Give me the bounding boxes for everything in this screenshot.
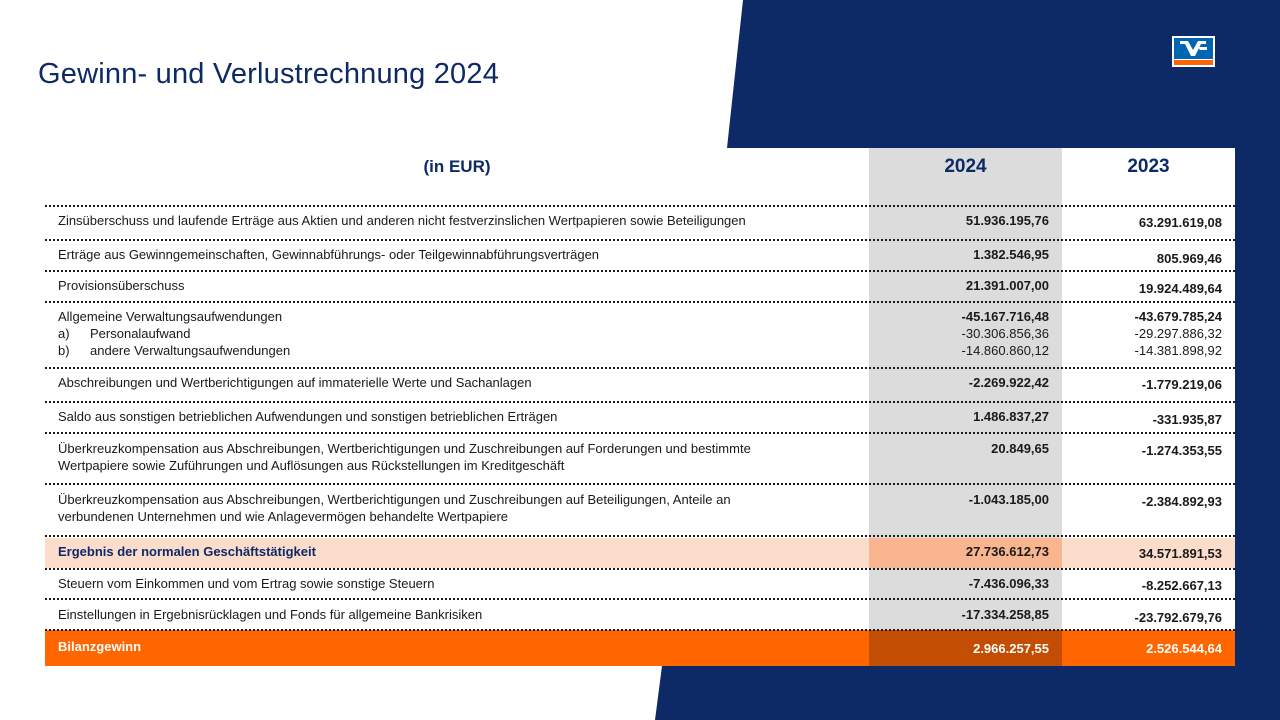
value-2024: -1.043.185,00	[968, 492, 1049, 507]
sub-row	[58, 325, 190, 342]
row-divider	[45, 535, 1235, 537]
value-2024: 20.849,65	[991, 441, 1049, 456]
row-divider	[45, 598, 1235, 600]
sub-value-2023: -14.381.898,92	[1134, 343, 1222, 358]
sub-value-2024: -30.306.856,36	[961, 326, 1049, 341]
sub-row	[58, 342, 290, 359]
value-2023: 805.969,46	[1156, 251, 1222, 266]
page-title: Gewinn- und Verlustrechnung 2024	[38, 58, 500, 90]
value-2024: -7.436.096,33	[968, 576, 1049, 591]
value-2024: -17.334.258,85	[961, 607, 1049, 622]
value-2024: 27.736.612,73	[965, 544, 1049, 559]
row-label: Provisionsüberschuss	[58, 278, 185, 293]
row-label-line-1: Überkreuzkompensation aus Abschreibungen, Wertberichtigungen und Zuschreibungen auf Forderungen und bestimmte	[58, 441, 751, 456]
sub-value-2024: -14.860.860,12	[961, 343, 1049, 358]
row-divider	[45, 270, 1235, 272]
header-year-2024: 2024	[944, 156, 987, 177]
row-label: Zinsüberschuss und laufende Erträge aus Aktien und anderen nicht festverzinslichen Wertpapieren sowie Beteiligungen	[58, 213, 746, 228]
row-label: Allgemeine Verwaltungsaufwendungen	[58, 309, 283, 324]
value-2024: 1.382.546,95	[973, 247, 1049, 262]
value-2023: -331.935,87	[1152, 412, 1222, 427]
value-2023: -43.679.785,24	[1134, 309, 1222, 324]
row-divider	[45, 239, 1235, 241]
row-divider	[45, 301, 1235, 303]
row-divider	[45, 568, 1235, 570]
row-label-line-1: Überkreuzkompensation aus Abschreibungen, Wertberichtigungen und Zuschreibungen auf Beteiligungen, Anteile an	[58, 492, 731, 507]
row-divider	[45, 401, 1235, 403]
value-2024: 1.486.837,27	[973, 409, 1049, 424]
sub-row-marker: a)	[58, 326, 70, 341]
row-label: Erträge aus Gewinngemeinschaften, Gewinnabführungs- oder Teilgewinnabführungsverträgen	[58, 247, 600, 262]
row-divider	[45, 629, 1235, 631]
value-2024: -2.269.922,42	[968, 375, 1049, 390]
value-2023: 2.526.544,64	[1146, 641, 1222, 656]
sub-row-label: andere Verwaltungsaufwendungen	[90, 343, 291, 358]
value-2023: 19.924.489,64	[1138, 281, 1222, 296]
value-2024: 2.966.257,55	[973, 641, 1049, 656]
value-2023: -8.252.667,13	[1141, 578, 1222, 593]
row-label-line-2: Wertpapiere sowie Zuführungen und Auflösungen aus Rückstellungen im Kreditgeschäft	[58, 458, 565, 473]
value-2023: 63.291.619,08	[1138, 215, 1222, 230]
value-2023: -1.779.219,06	[1141, 377, 1222, 392]
sub-row-marker: b)	[58, 343, 70, 358]
income-statement-table	[45, 148, 1235, 666]
row-label-line-2: verbundenen Unternehmen und wie Anlagevermögen behandelte Wertpapiere	[58, 509, 509, 524]
row-divider	[45, 483, 1235, 485]
row-divider	[45, 432, 1235, 434]
row-label: Ergebnis der normalen Geschäftstätigkeit	[58, 544, 316, 559]
value-2023: 34.571.891,53	[1138, 546, 1222, 561]
row-label: Steuern vom Einkommen und vom Ertrag sowie sonstige Steuern	[58, 576, 435, 591]
value-2024: 21.391.007,00	[965, 278, 1049, 293]
row-label: Einstellungen in Ergebnisrücklagen und Fonds für allgemeine Bankrisiken	[58, 607, 483, 622]
row-divider	[45, 367, 1235, 369]
header-unit-label: (in EUR)	[423, 157, 491, 176]
header-year-2023: 2023	[1127, 156, 1170, 177]
value-2023: -23.792.679,76	[1134, 610, 1222, 625]
value-2023: -2.384.892,93	[1141, 494, 1222, 509]
sub-row-label: Personalaufwand	[90, 326, 191, 341]
row-divider	[45, 205, 1235, 207]
row-label: Bilanzgewinn	[58, 639, 142, 654]
value-2024: 51.936.195,76	[965, 213, 1049, 228]
value-2023: -1.274.353,55	[1141, 443, 1222, 458]
row-label: Saldo aus sonstigen betrieblichen Aufwendungen und sonstigen betrieblichen Erträgen	[58, 409, 558, 424]
row-label: Abschreibungen und Wertberichtigungen auf immaterielle Werte und Sachanlagen	[58, 375, 532, 390]
value-2024: -45.167.716,48	[961, 309, 1049, 324]
bank-logo-icon	[1172, 36, 1215, 67]
sub-value-2023: -29.297.886,32	[1134, 326, 1222, 341]
